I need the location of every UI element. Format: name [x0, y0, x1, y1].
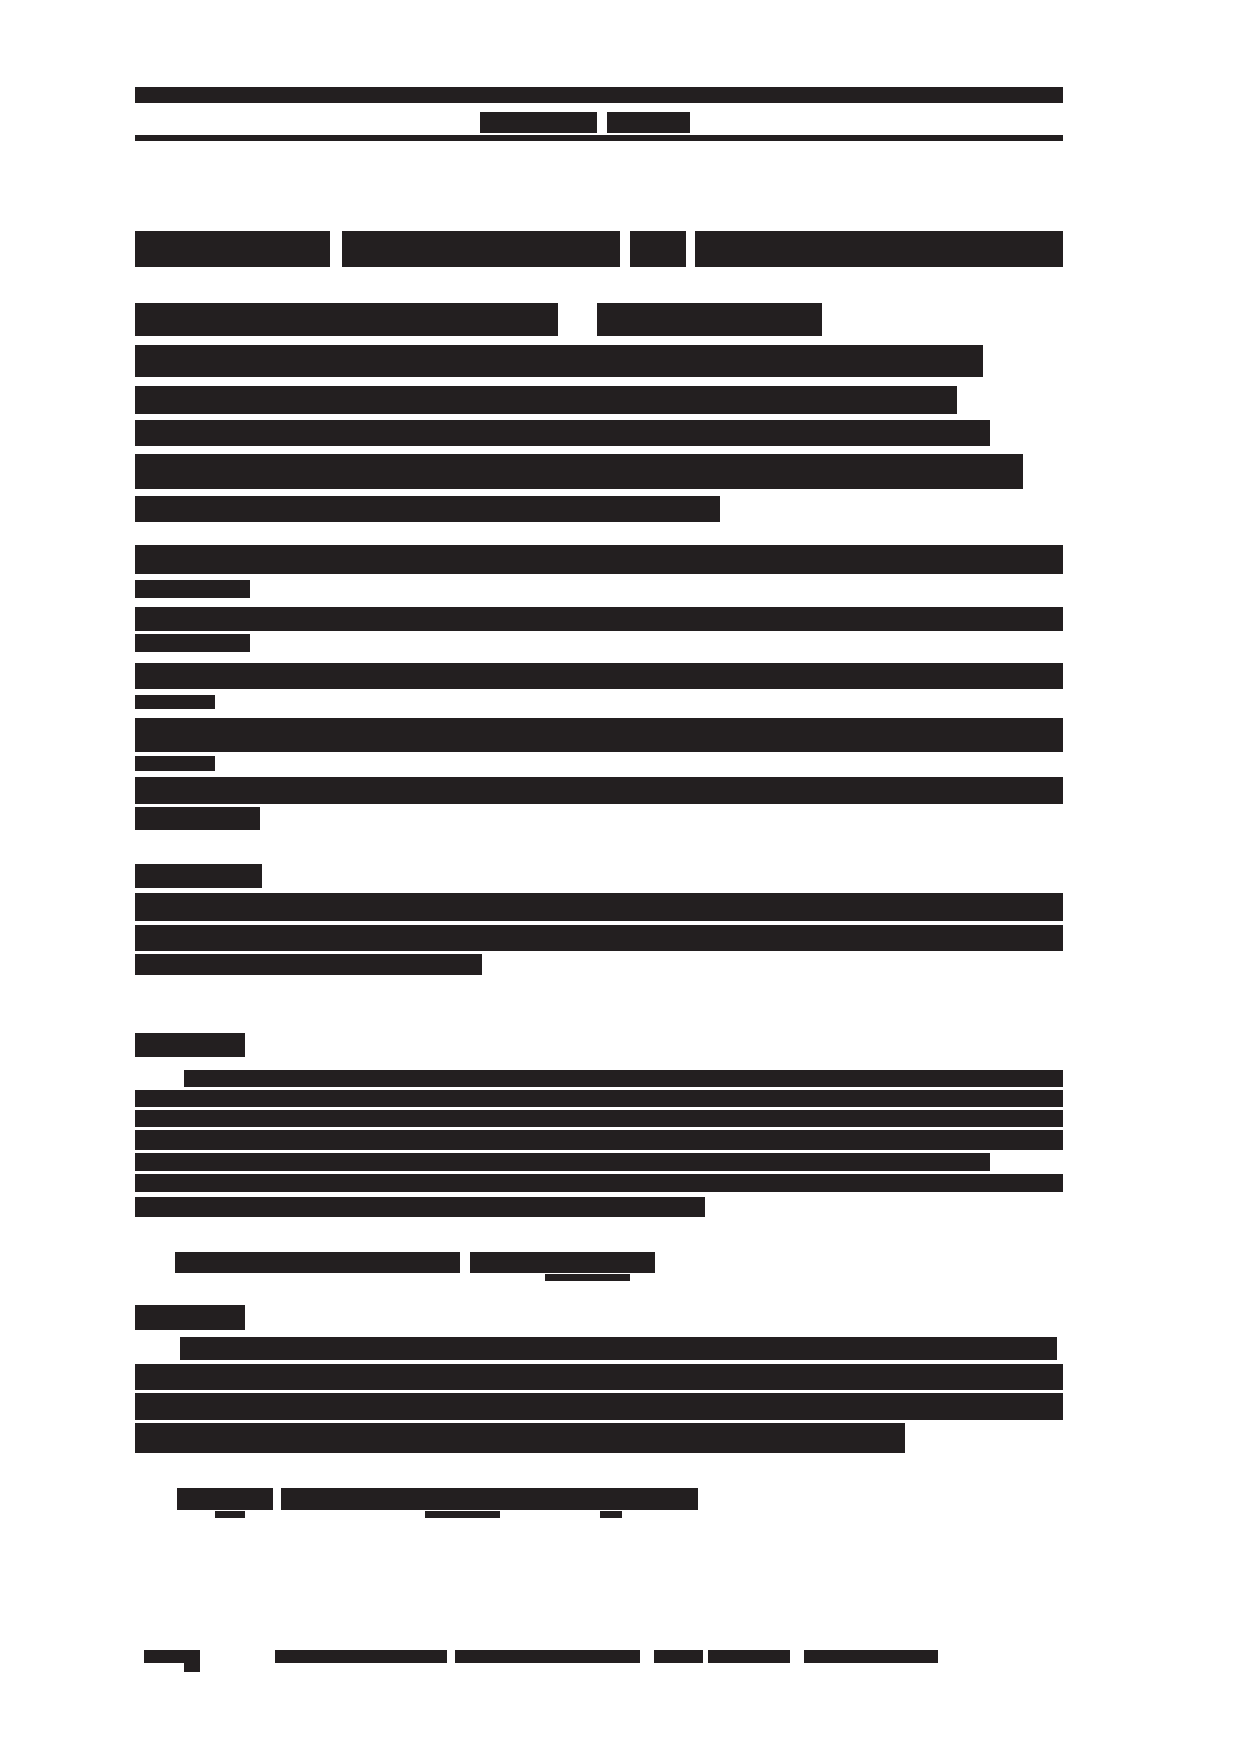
- affiliation-2-line-1: [135, 607, 1063, 631]
- section-2-heading: [135, 1305, 245, 1330]
- author-line-1a: [135, 303, 558, 336]
- abstract-line-5: [135, 1153, 990, 1171]
- article-title-seg-4: [695, 231, 1063, 267]
- footer-journal-seg-2: [455, 1650, 640, 1663]
- author-line-6: [135, 496, 720, 522]
- correspondence-line-3: [135, 954, 482, 975]
- abstract-line-1: [184, 1070, 1063, 1087]
- correspondence-line-1: [135, 893, 1063, 921]
- abstract-line-6: [135, 1174, 1063, 1192]
- abstract-line-4: [135, 1130, 1063, 1150]
- footnote-descender-2: [425, 1511, 500, 1518]
- affiliation-4-line-1: [135, 718, 1063, 752]
- footer-journal-seg-4: [708, 1650, 790, 1663]
- article-title-seg-2: [342, 231, 620, 267]
- keywords-seg-2: [470, 1252, 655, 1273]
- abstract-line-2: [135, 1090, 1063, 1107]
- article-title-seg-3: [630, 231, 686, 267]
- keywords-seg-1: [175, 1252, 460, 1273]
- correspondence-label: [135, 864, 262, 888]
- footnote-seg-2: [281, 1488, 698, 1510]
- abstract-heading: [135, 1033, 245, 1057]
- section-2-line-1: [180, 1337, 1057, 1360]
- author-line-4: [135, 420, 990, 446]
- author-line-5: [135, 454, 1023, 489]
- header-rule-top: [135, 87, 1063, 103]
- footer-journal-seg-1: [275, 1650, 447, 1663]
- affiliation-3-line-2: [135, 695, 215, 709]
- footnote-descender-1: [215, 1511, 245, 1518]
- footer-journal-seg-3: [654, 1650, 703, 1663]
- author-line-1b: [597, 303, 822, 336]
- affiliation-2-line-2: [135, 634, 250, 652]
- footnote-descender-3: [600, 1511, 622, 1518]
- section-2-line-2: [135, 1364, 1063, 1390]
- article-title-seg-1: [135, 231, 330, 267]
- affiliation-5-line-2: [135, 807, 260, 830]
- footer-journal-seg-5: [804, 1650, 938, 1663]
- section-2-line-4: [135, 1423, 905, 1453]
- section-2-line-3: [135, 1393, 1063, 1420]
- header-banner-word-1: [480, 112, 597, 133]
- affiliation-1-line-1: [135, 545, 1063, 574]
- keywords-descender: [545, 1274, 630, 1281]
- affiliation-5-line-1: [135, 777, 1063, 804]
- abstract-line-7: [135, 1197, 705, 1217]
- author-line-3: [135, 386, 957, 414]
- affiliation-4-line-2: [135, 756, 215, 771]
- affiliation-1-line-2: [135, 580, 250, 598]
- author-line-2: [135, 345, 983, 377]
- header-rule-bottom: [135, 135, 1063, 141]
- abstract-line-3: [135, 1110, 1063, 1127]
- affiliation-3-line-1: [135, 663, 1063, 689]
- header-banner-word-2: [607, 112, 690, 133]
- correspondence-line-2: [135, 925, 1063, 951]
- footer-page-number: [144, 1650, 186, 1663]
- footer-page-number-bar: [184, 1650, 200, 1672]
- footnote-seg-1: [177, 1488, 273, 1510]
